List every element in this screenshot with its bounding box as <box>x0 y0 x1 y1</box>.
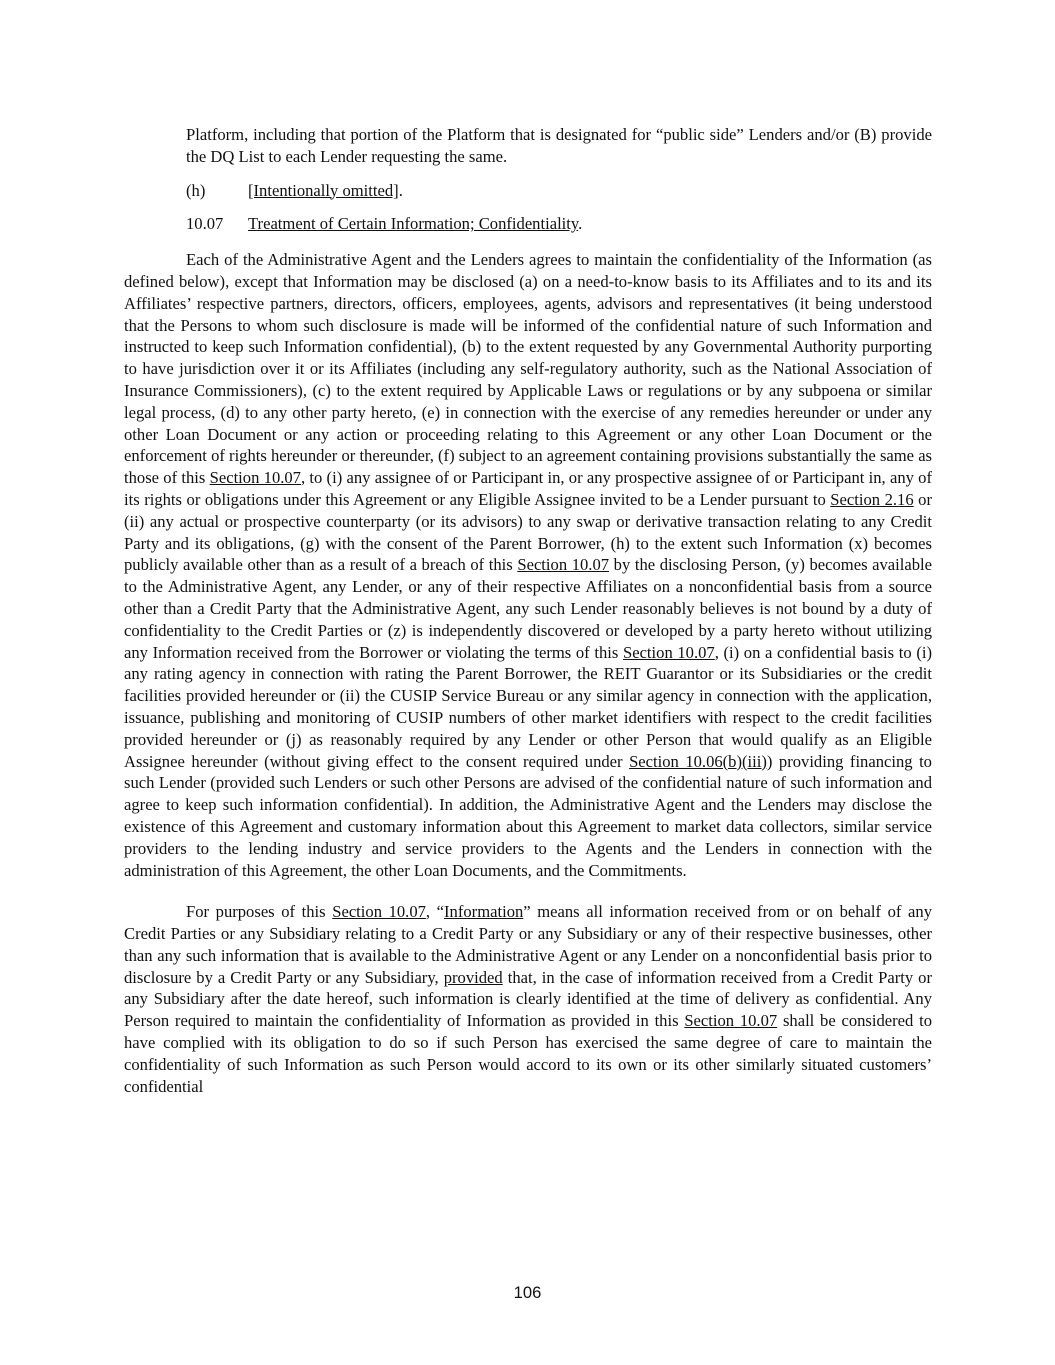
provided-term: provided <box>443 967 503 987</box>
info-text-4: that, in the case of information received from a Credit Party or any Subsidiary after the date hereof, such information is clearly identified at the time of delivery as confidential. Any Person required to maintain the confidentiality of Information as provided in this <box>124 967 932 1031</box>
section-reference: Section 10.06(b)(iii) <box>629 751 767 771</box>
section-heading <box>124 213 932 235</box>
info-text-1: For purposes of this <box>186 902 333 922</box>
document-page <box>124 120 932 1097</box>
confidentiality-paragraph <box>124 249 932 881</box>
information-definition-paragraph <box>124 901 932 1097</box>
main-text-6: ) providing financing to such Lender (provided such Lenders or such other Persons are advised of the confidential nature of such information and agree to keep such information confidential). In addition, the Administrative Agent and the Lenders may disclose the existence of this Agreement and customary information about this Agreement to market data collectors, similar service providers to the lending industry and service providers to the Agents and the Lenders in connection with the administration of this Agreement, the other Loan Documents, and the Commitments. <box>124 751 932 880</box>
main-text-3: or (ii) any actual or prospective counterparty (or its advisors) to any swap or derivative transaction relating to any Credit Party and its obligations, (g) with the consent of the Parent Borrower, (h) to the extent such Information (x) becomes publicly available other than as a result of a breach of this <box>124 489 932 575</box>
info-text-2: , “ <box>425 902 445 922</box>
info-text-3: ” means all information received from or on behalf of any Credit Parties or any Subsidiary relating to a Credit Party or any Subsidiary or any of their respective businesses, other than any such information that is available to the Administrative Agent or any Lender on a nonconfidential basis prior to disclosure by a Credit Party or any Subsidiary, <box>124 902 932 987</box>
main-text-1: Each of the Administrative Agent and the Lenders agrees to maintain the confidentiality of the Information (as defined below), except that Information may be disclosed (a) on a need-to-know basis to its Affiliates and to its and its Affiliates’ respective partners, directors, officers, employees, agents, advisors and representatives (it being understood that the Persons to whom such disclosure is made will be informed of the confidential nature of such Information and instructed to keep such Information confidential), (b) to the extent requested by any Governmental Authority purporting to have jurisdiction over it or its Affiliates (including any self-regulatory authority, such as the National Association of Insurance Commissioners), (c) to the extent required by Applicable Laws or regulations or by any subpoena or similar legal process, (d) to any other party hereto, (e) in connection with the exercise of any remedies hereunder or under any other Loan Document or any action or proceeding relating to this Agreement or any other Loan Document or the enforcement of rights hereunder or thereunder, (f) subject to an agreement containing provisions substantially the same as those of this <box>124 250 933 488</box>
section-number: 10.07 <box>186 214 224 234</box>
section-reference: Section 10.07 <box>517 555 610 575</box>
item-h-text: [Intentionally omitted] <box>248 180 399 200</box>
item-h-suffix: . <box>398 180 403 200</box>
continuation-text: Platform, including that portion of the Platform that is designated for “public side” Lenders and/or (B) provide the DQ List to each Lender requesting the same. <box>186 125 932 166</box>
section-reference: Section 10.07 <box>332 902 426 922</box>
main-text-4: by the disclosing Person, (y) becomes available to the Administrative Agent, any Lender, or any of their respective Affiliates on a nonconfidential basis from a source other than a Credit Party that the Administrative Agent, any such Lender reasonably believes is not bound by a duty of confidentiality to the Credit Parties or (z) is independently discovered or developed by a party hereto without utilizing any Information received from the Borrower or violating the terms of this <box>124 555 933 662</box>
info-text-5: shall be considered to have complied with its obligation to do so if such Person has exercised the same degree of care to maintain the confidentiality of such Information as such Person would accord to its own or its other similarly situated customers’ confidential <box>124 1011 932 1096</box>
section-heading-body <box>248 213 582 235</box>
section-title: Treatment of Certain Information; Confidentiality <box>248 214 579 234</box>
page-number: 106 <box>513 1283 542 1302</box>
item-h <box>124 180 932 202</box>
continuation-paragraph <box>124 124 932 168</box>
item-h-body <box>248 180 403 202</box>
main-text-2: , to (i) any assignee of or Participant in, or any prospective assignee of or Participant in, any of its rights or obligations under this Agreement or any Eligible Assignee invited to be a Lender pursuant to <box>124 468 932 509</box>
section-reference: Section 10.07 <box>622 642 715 662</box>
section-reference: Section 10.07 <box>209 468 301 488</box>
main-text-5: , (i) on a confidential basis to (i) any rating agency in connection with rating the Parent Borrower, the REIT Guarantor or its Subsidiaries or the credit facilities provided hereunder or (ii) the CUSIP Service Bureau or any similar agency in connection with the application, issuance, publishing and monitoring of CUSIP numbers of other market identifiers with respect to the credit facilities provided hereunder or (j) as reasonably required by any Lender or other Person that would qualify as an Eligible Assignee hereunder (without giving effect to the consent required under <box>124 642 932 771</box>
section-reference: Section 2.16 <box>830 489 914 509</box>
section-reference: Section 10.07 <box>684 1011 778 1031</box>
section-title-suffix: . <box>578 214 583 234</box>
defined-term: Information <box>444 902 524 922</box>
item-h-number: (h) <box>186 180 206 200</box>
